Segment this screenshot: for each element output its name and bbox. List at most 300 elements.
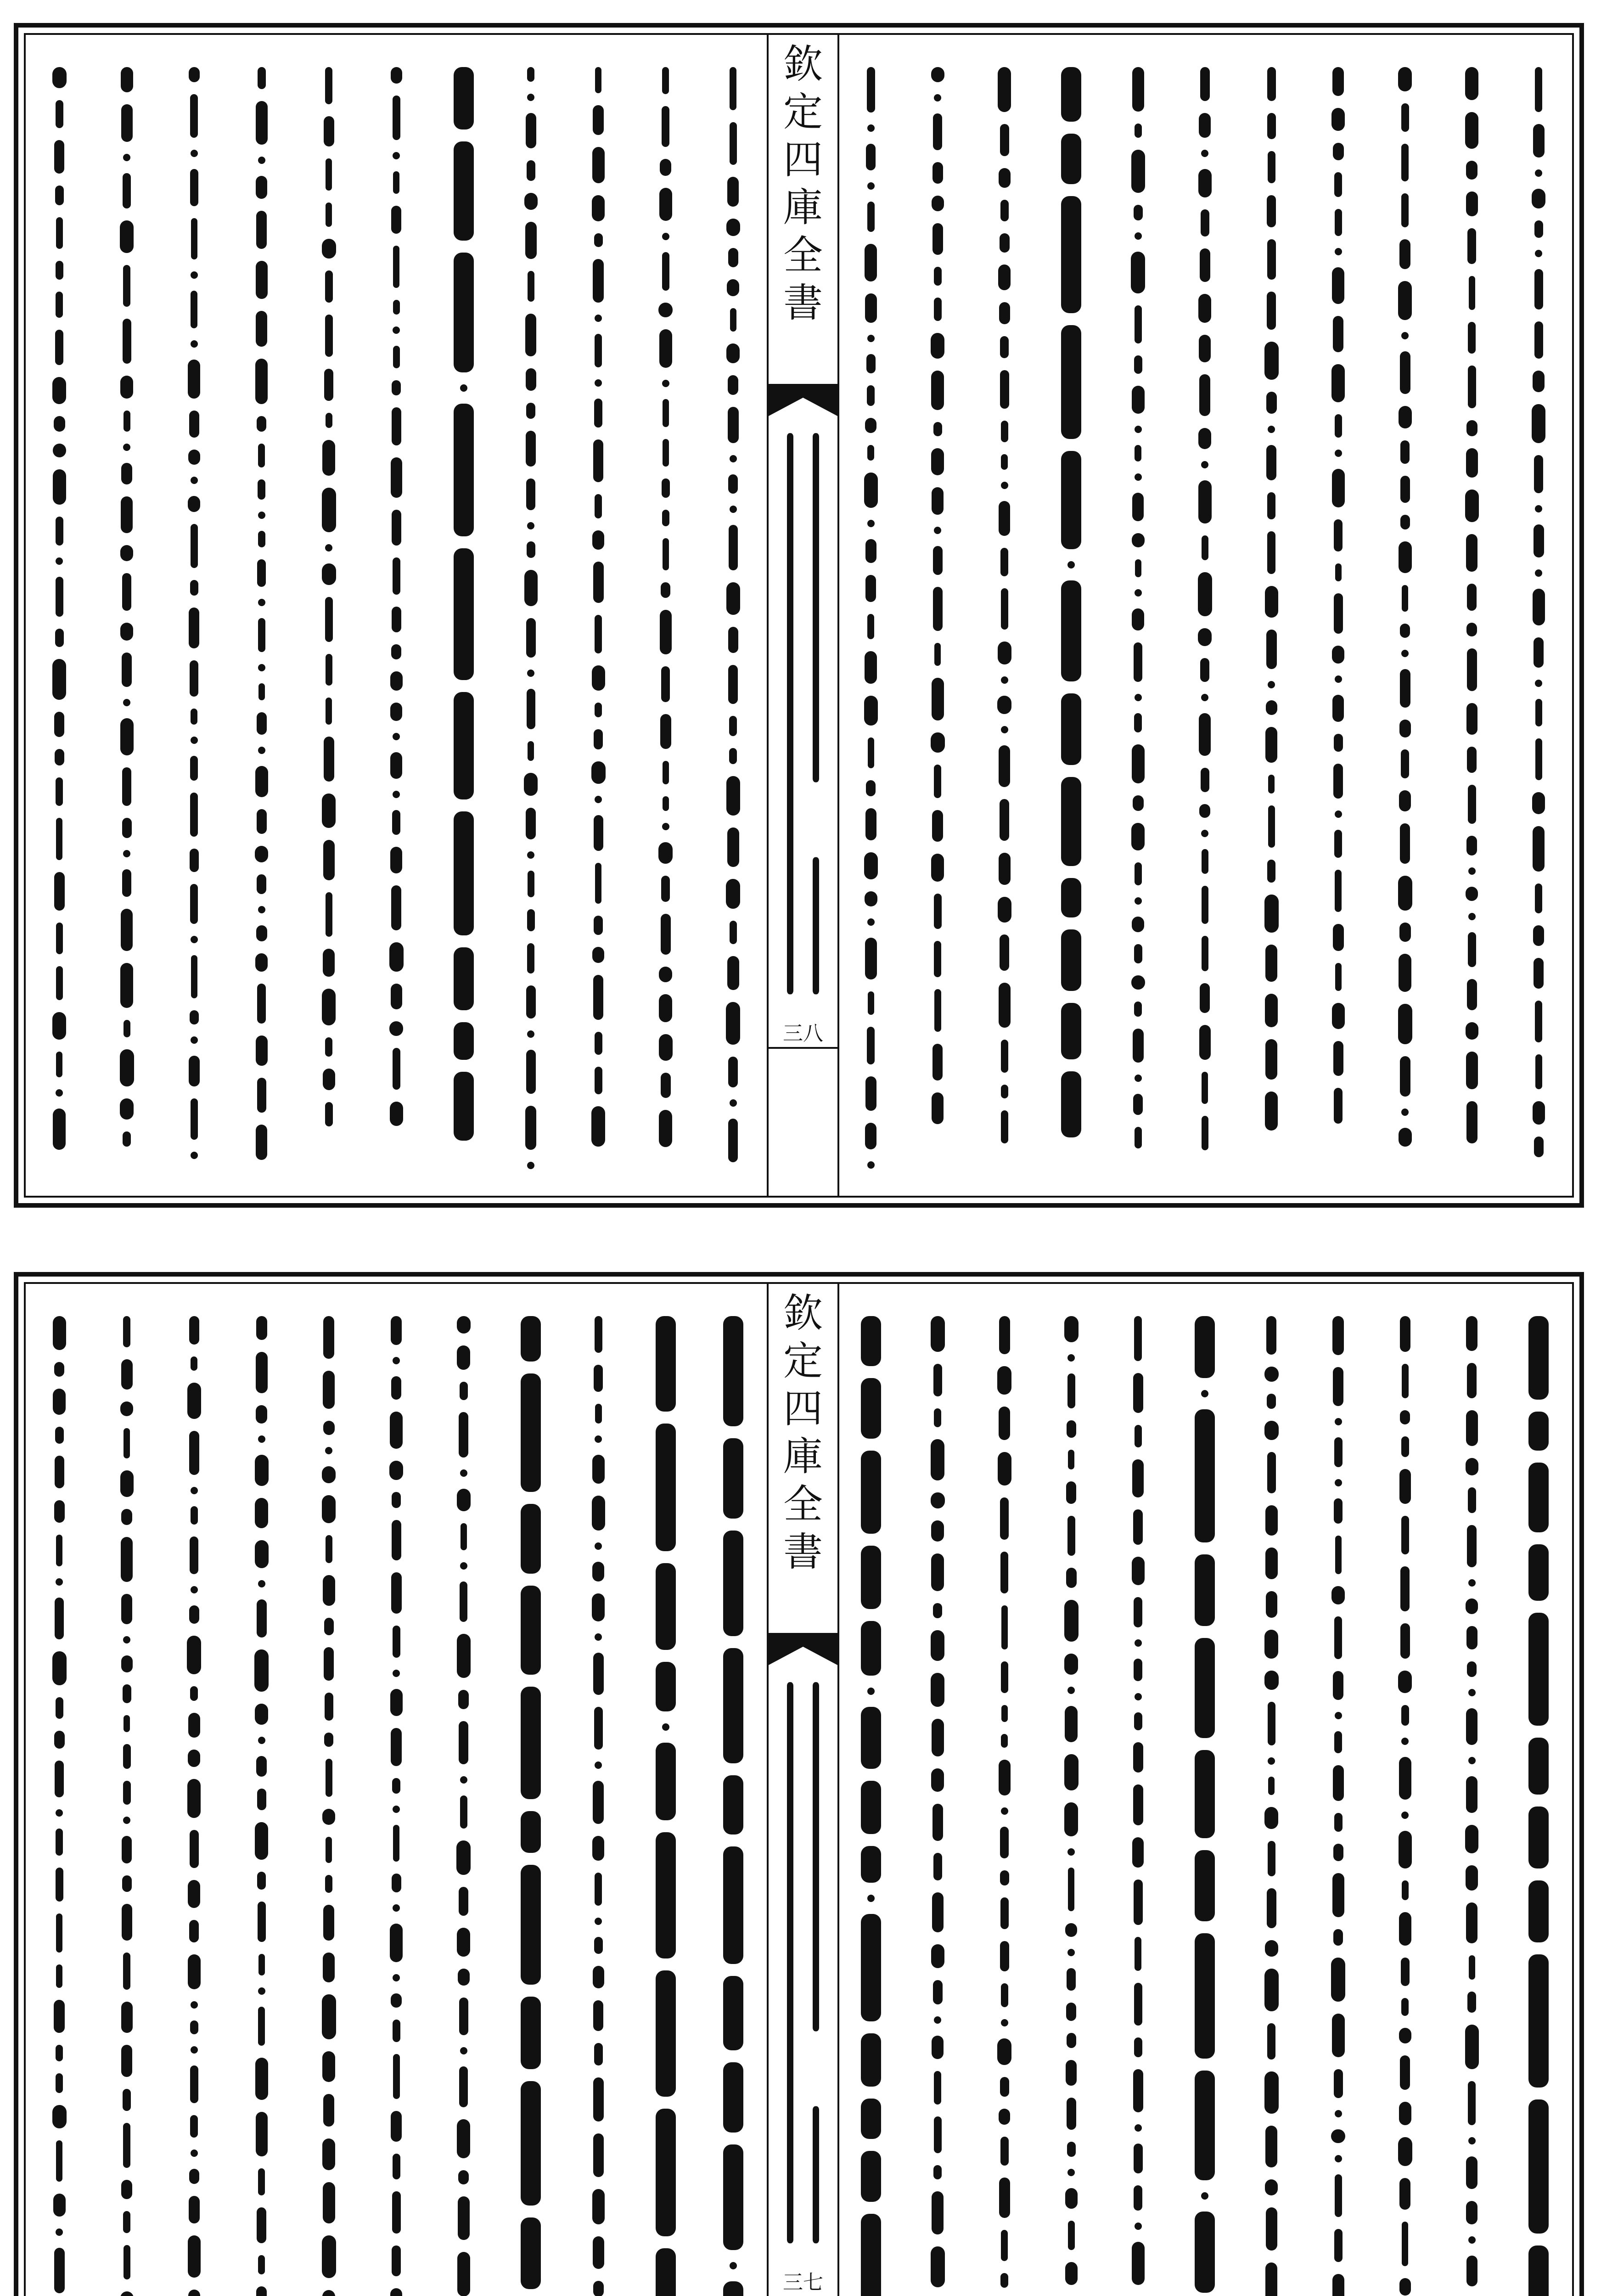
script-glyph (1067, 2033, 1076, 2048)
punctuation-mark (662, 233, 669, 240)
script-column (1120, 1316, 1157, 2296)
script-glyph (391, 644, 401, 659)
script-glyph (1061, 134, 1081, 184)
script-glyph (393, 1626, 400, 1658)
script-glyph (1533, 826, 1545, 872)
script-glyph (1131, 150, 1145, 193)
script-glyph (592, 195, 605, 221)
title-char: 書 (783, 1529, 823, 1575)
punctuation-mark (393, 791, 400, 798)
script-glyph (729, 525, 738, 570)
script-glyph (1200, 658, 1209, 682)
script-glyph (1466, 1598, 1478, 1614)
script-glyph (723, 2281, 743, 2296)
script-glyph (931, 854, 944, 882)
punctuation-mark (191, 1487, 198, 1494)
script-glyph (1198, 480, 1212, 523)
script-glyph (1466, 1410, 1478, 1446)
script-glyph (1335, 1536, 1342, 1574)
script-glyph (592, 147, 605, 183)
script-glyph (256, 1316, 267, 1340)
script-glyph (526, 478, 535, 510)
script-glyph (1195, 1750, 1215, 1838)
script-glyph (1000, 1552, 1008, 1593)
script-glyph (459, 1887, 468, 1916)
punctuation-mark (393, 326, 400, 334)
script-glyph (55, 749, 64, 765)
script-glyph (999, 745, 1010, 787)
script-glyph (1400, 440, 1410, 464)
script-glyph (54, 1500, 65, 1523)
script-glyph (56, 2140, 62, 2182)
script-glyph (1467, 584, 1477, 611)
punctuation-mark (1335, 248, 1342, 255)
script-glyph (122, 869, 131, 897)
script-glyph (460, 1581, 467, 1622)
script-glyph (392, 407, 401, 445)
script-glyph (120, 1401, 133, 1416)
script-column (1520, 67, 1557, 1169)
punctuation-mark (730, 2262, 737, 2269)
script-glyph (1333, 316, 1343, 352)
script-glyph (1398, 1671, 1412, 1693)
page-marker: 三七 (783, 2271, 823, 2294)
script-glyph (1001, 588, 1008, 630)
punctuation-mark (1067, 1687, 1075, 1694)
script-glyph (527, 67, 534, 82)
script-glyph (124, 2245, 130, 2279)
punctuation-mark (1335, 1479, 1342, 1486)
punctuation-mark (1335, 2155, 1342, 2162)
script-glyph (1061, 580, 1081, 681)
script-glyph (256, 211, 267, 249)
script-glyph (256, 2112, 268, 2156)
punctuation-mark (1401, 1109, 1409, 1116)
script-glyph (1267, 239, 1276, 280)
script-glyph (1267, 113, 1276, 139)
punctuation-mark (56, 1809, 63, 1817)
script-glyph (1134, 1880, 1143, 1925)
script-glyph (1061, 325, 1081, 439)
script-glyph (390, 2288, 402, 2296)
script-glyph (1332, 646, 1344, 664)
script-glyph (457, 1316, 471, 1334)
script-glyph (1266, 700, 1277, 715)
script-glyph (324, 369, 333, 401)
script-glyph (52, 377, 66, 404)
script-glyph (526, 403, 535, 419)
script-glyph (392, 607, 401, 632)
script-column (445, 67, 482, 1153)
script-glyph (1466, 1316, 1477, 1351)
script-glyph (1535, 699, 1542, 726)
punctuation-mark (934, 527, 941, 534)
script-glyph (1332, 2274, 1344, 2296)
punctuation-mark (1201, 694, 1208, 701)
script-glyph (188, 360, 200, 399)
script-column (41, 67, 78, 1162)
script-glyph (255, 953, 268, 972)
script-glyph (457, 2252, 470, 2296)
script-glyph (933, 1044, 943, 1080)
script-glyph (323, 1905, 334, 1941)
script-glyph (594, 233, 603, 247)
script-glyph (1399, 1831, 1412, 1868)
punctuation-mark (867, 1688, 875, 1695)
punctuation-mark (258, 747, 265, 754)
script-glyph (726, 776, 740, 816)
script-glyph (457, 1928, 470, 1957)
script-glyph (1466, 448, 1478, 478)
punctuation-mark (1268, 426, 1275, 433)
script-glyph (1000, 934, 1009, 971)
script-glyph (1468, 366, 1476, 408)
title-char: 四 (783, 1386, 823, 1432)
script-glyph (326, 1837, 332, 1863)
script-glyph (726, 879, 740, 909)
script-glyph (1468, 932, 1476, 967)
script-glyph (255, 766, 268, 797)
script-glyph (594, 1707, 603, 1750)
script-glyph (124, 411, 130, 432)
script-glyph (258, 2168, 265, 2195)
script-glyph (324, 1618, 334, 1635)
script-glyph (1195, 1638, 1215, 1738)
punctuation-mark (1135, 2223, 1142, 2230)
script-glyph (723, 1316, 743, 1426)
script-glyph (324, 1647, 334, 1681)
script-glyph (1469, 276, 1475, 310)
script-glyph (1135, 445, 1141, 461)
script-glyph (322, 563, 336, 585)
script-glyph (454, 692, 474, 799)
script-glyph (189, 1605, 199, 1624)
script-glyph (1400, 624, 1410, 638)
script-glyph (123, 173, 131, 208)
script-glyph (1398, 876, 1412, 911)
script-glyph (595, 1032, 602, 1055)
script-glyph (727, 279, 739, 296)
script-glyph (1466, 1022, 1478, 1040)
script-glyph (1534, 524, 1544, 557)
script-glyph (55, 1456, 64, 1488)
script-column (1053, 1316, 1090, 2296)
script-glyph (1334, 1616, 1342, 1659)
script-glyph (392, 510, 401, 546)
punctuation-mark (1535, 250, 1542, 257)
script-glyph (867, 445, 874, 461)
script-glyph (593, 2281, 604, 2296)
script-glyph (121, 1509, 132, 1525)
punctuation-mark (1135, 1075, 1142, 1082)
script-glyph (326, 413, 332, 428)
script-glyph (1534, 1137, 1544, 1157)
script-glyph (325, 270, 333, 303)
script-glyph (322, 1466, 336, 1483)
script-glyph (257, 1872, 266, 1890)
script-column (243, 1316, 280, 2296)
punctuation-mark (595, 1761, 602, 1769)
script-glyph (1267, 860, 1275, 883)
script-glyph (390, 703, 402, 721)
script-glyph (255, 846, 268, 862)
script-glyph (1195, 1316, 1215, 1378)
script-glyph (527, 541, 535, 558)
script-glyph (393, 300, 400, 315)
punctuation-mark (191, 737, 198, 744)
script-glyph (865, 651, 877, 684)
script-glyph (258, 1954, 265, 1975)
script-column (310, 67, 347, 1138)
script-glyph (1064, 1754, 1079, 1790)
script-glyph (1066, 1481, 1076, 1504)
script-glyph (1331, 108, 1345, 131)
script-glyph (1267, 67, 1276, 101)
script-glyph (867, 202, 875, 232)
script-glyph (525, 1106, 536, 1150)
punctuation-mark (191, 2150, 198, 2157)
script-glyph (1267, 1452, 1276, 1493)
punctuation-mark (393, 1670, 400, 1677)
script-glyph (191, 709, 197, 725)
script-glyph (1001, 1605, 1008, 1649)
script-glyph (1000, 1897, 1009, 1929)
script-column (1320, 1316, 1357, 2296)
script-glyph (326, 1759, 332, 1797)
script-glyph (728, 474, 738, 494)
script-glyph (55, 1761, 64, 1797)
script-glyph (257, 984, 266, 1024)
punctuation-mark (191, 477, 198, 484)
script-glyph (527, 943, 534, 974)
script-glyph (1267, 2023, 1275, 2060)
script-glyph (393, 2054, 400, 2099)
punctuation-mark (258, 157, 265, 164)
script-glyph (595, 1873, 602, 1906)
script-glyph (1533, 1101, 1545, 1125)
script-glyph (256, 1352, 268, 1393)
script-glyph (1400, 1566, 1410, 1611)
spine-divider (769, 1047, 837, 1049)
script-glyph (56, 1697, 63, 1719)
script-glyph (592, 947, 604, 963)
script-glyph (191, 218, 197, 259)
script-glyph (454, 67, 474, 129)
script-glyph (1398, 2137, 1412, 2166)
script-glyph (1400, 1316, 1410, 1352)
script-glyph (1064, 1654, 1078, 1675)
punctuation-mark (1135, 473, 1142, 481)
script-glyph (1067, 1968, 1076, 1991)
script-glyph (189, 67, 200, 82)
script-glyph (258, 618, 265, 652)
punctuation-mark (1135, 426, 1142, 433)
title-char: 庫 (783, 185, 823, 231)
script-glyph (393, 171, 399, 194)
script-glyph (1198, 294, 1211, 323)
script-column (1053, 67, 1090, 1149)
script-glyph (1399, 2178, 1410, 2210)
script-glyph (931, 2246, 945, 2287)
punctuation-mark (595, 315, 602, 322)
script-glyph (1265, 1092, 1278, 1131)
script-glyph (730, 921, 737, 944)
script-glyph (1331, 1586, 1345, 1604)
script-glyph (521, 2081, 541, 2206)
script-glyph (864, 696, 878, 726)
script-glyph (325, 1875, 332, 1893)
script-glyph (1534, 637, 1544, 668)
script-glyph (123, 2123, 130, 2168)
right-text-block (837, 35, 1572, 1196)
script-glyph (934, 267, 942, 286)
punctuation-mark (1001, 2019, 1008, 2026)
script-glyph (1534, 269, 1543, 310)
punctuation-mark (56, 557, 63, 565)
script-glyph (53, 1109, 66, 1150)
script-glyph (662, 510, 669, 526)
script-glyph (121, 909, 133, 951)
script-glyph (521, 2217, 541, 2289)
script-glyph (390, 671, 403, 691)
script-glyph (123, 1131, 131, 1147)
script-glyph (1528, 2099, 1549, 2234)
center-spine (767, 35, 839, 1196)
script-glyph (999, 983, 1011, 1028)
script-glyph (865, 1076, 876, 1111)
script-column (512, 67, 549, 1181)
script-glyph (521, 1504, 541, 1574)
script-glyph (1400, 515, 1410, 529)
punctuation-mark (191, 2046, 198, 2054)
script-glyph (190, 2065, 198, 2103)
script-glyph (931, 1673, 944, 1707)
script-glyph (1000, 200, 1009, 221)
script-glyph (391, 67, 402, 84)
script-glyph (1061, 878, 1081, 917)
script-glyph (256, 311, 267, 347)
punctuation-mark (1001, 726, 1008, 733)
script-glyph (188, 1713, 200, 1738)
punctuation-mark (1335, 1418, 1342, 1425)
script-glyph (593, 259, 604, 303)
script-glyph (52, 1651, 67, 1685)
script-glyph (1134, 944, 1142, 963)
punctuation-mark (123, 154, 130, 161)
script-glyph (1528, 1463, 1549, 1532)
script-glyph (257, 1599, 267, 1638)
script-glyph (1402, 1364, 1409, 1398)
script-glyph (1333, 924, 1344, 951)
punctuation-mark (1067, 2169, 1075, 2176)
script-glyph (1535, 1001, 1542, 1042)
script-glyph (323, 1953, 335, 1982)
script-glyph (121, 2002, 133, 2033)
script-glyph (188, 1880, 200, 1908)
script-glyph (1332, 469, 1345, 507)
script-glyph (1001, 1040, 1008, 1073)
script-column (1454, 1316, 1490, 2296)
script-glyph (1264, 1807, 1278, 1829)
script-glyph (1135, 1937, 1141, 1971)
script-glyph (1331, 2129, 1345, 2143)
script-glyph (120, 963, 133, 1008)
script-glyph (56, 577, 63, 617)
script-glyph (931, 1944, 944, 1968)
script-glyph (1528, 1316, 1549, 1400)
script-glyph (1466, 887, 1478, 901)
script-glyph (122, 1875, 132, 1892)
script-glyph (120, 2291, 134, 2296)
script-glyph (1199, 113, 1211, 138)
script-column (1253, 1316, 1290, 2296)
punctuation-mark (460, 2047, 467, 2054)
script-glyph (325, 315, 333, 357)
script-glyph (867, 67, 875, 113)
spine-marginal-script (769, 1670, 837, 2293)
script-glyph (1466, 703, 1477, 735)
punctuation-mark (123, 699, 130, 706)
script-glyph (258, 683, 265, 700)
script-glyph (595, 615, 602, 653)
script-glyph (933, 1364, 942, 1396)
script-glyph (189, 2196, 200, 2223)
script-glyph (933, 1853, 942, 1880)
script-column (176, 67, 213, 1171)
center-title (769, 1289, 837, 1576)
script-glyph (1195, 2212, 1215, 2293)
script-glyph (191, 955, 197, 998)
script-column (176, 1316, 213, 2296)
script-glyph (54, 2248, 65, 2293)
title-char: 欽 (783, 41, 823, 87)
script-glyph (323, 949, 335, 977)
script-glyph (931, 67, 944, 82)
script-glyph (325, 1102, 333, 1126)
script-glyph (661, 1073, 671, 1098)
script-glyph (392, 1520, 401, 1560)
script-glyph (656, 1832, 676, 1958)
script-glyph (1134, 642, 1142, 682)
punctuation-mark (595, 1633, 602, 1641)
script-glyph (1134, 2037, 1142, 2057)
script-glyph (1528, 1954, 1549, 2088)
script-glyph (121, 104, 133, 142)
script-glyph (326, 654, 332, 686)
script-glyph (121, 1359, 133, 1390)
script-glyph (1400, 1410, 1410, 1424)
script-glyph (595, 494, 602, 518)
punctuation-mark (1067, 561, 1075, 568)
script-glyph (1202, 886, 1208, 924)
script-glyph (391, 457, 402, 498)
script-glyph (1398, 1004, 1412, 1044)
script-glyph (1265, 1940, 1278, 1957)
script-glyph (1134, 2185, 1142, 2211)
script-column (378, 67, 415, 1138)
script-glyph (1001, 1734, 1008, 1748)
script-glyph (1466, 161, 1477, 180)
script-glyph (123, 1781, 131, 1805)
script-glyph (458, 1690, 469, 1709)
script-glyph (593, 975, 603, 1020)
script-glyph (1467, 1363, 1477, 1398)
script-glyph (1468, 2081, 1476, 2125)
script-glyph (390, 1102, 403, 1126)
page-sheet-top (14, 23, 1584, 1208)
script-glyph (121, 496, 133, 533)
script-glyph (1132, 1837, 1144, 1868)
